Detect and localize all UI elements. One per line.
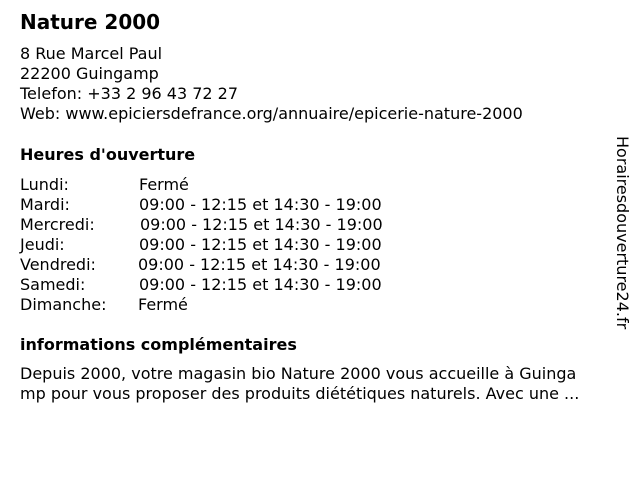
- store-name: Nature 2000: [20, 10, 161, 34]
- day-label: Mardi:: [20, 195, 70, 214]
- day-label: Mercredi:: [20, 215, 95, 234]
- description-line: mp pour vous proposer des produits diététiques naturels. Avec une ...: [20, 384, 580, 403]
- day-hours: Fermé: [139, 175, 189, 194]
- address-city: 22200 Guingamp: [20, 64, 159, 83]
- day-hours: Fermé: [138, 295, 188, 314]
- site-watermark: Horairesdouverture24.fr: [613, 136, 632, 330]
- day-label: Lundi:: [20, 175, 69, 194]
- day-label: Jeudi:: [20, 235, 65, 254]
- day-hours: 09:00 - 12:15 et 14:30 - 19:00: [140, 215, 383, 234]
- hours-title: Heures d'ouverture: [20, 145, 196, 164]
- website: Web: www.epiciersdefrance.org/annuaire/epicerie-nature-2000: [20, 104, 523, 123]
- day-label: Dimanche:: [20, 295, 107, 314]
- day-hours: 09:00 - 12:15 et 14:30 - 19:00: [139, 235, 382, 254]
- store-info: [20, 44, 523, 124]
- day-hours: 09:00 - 12:15 et 14:30 - 19:00: [138, 255, 381, 274]
- extra-info-title: informations complémentaires: [20, 335, 297, 354]
- day-label: Vendredi:: [20, 255, 96, 274]
- day-hours: 09:00 - 12:15 et 14:30 - 19:00: [139, 195, 382, 214]
- description-line: Depuis 2000, votre magasin bio Nature 2000 vous accueille à Guinga: [20, 364, 577, 383]
- address-street: 8 Rue Marcel Paul: [20, 44, 163, 63]
- day-hours: 09:00 - 12:15 et 14:30 - 19:00: [139, 275, 382, 294]
- day-label: Samedi:: [20, 275, 86, 294]
- phone-number: Telefon: +33 2 96 43 72 27: [20, 84, 239, 103]
- description: [20, 364, 632, 404]
